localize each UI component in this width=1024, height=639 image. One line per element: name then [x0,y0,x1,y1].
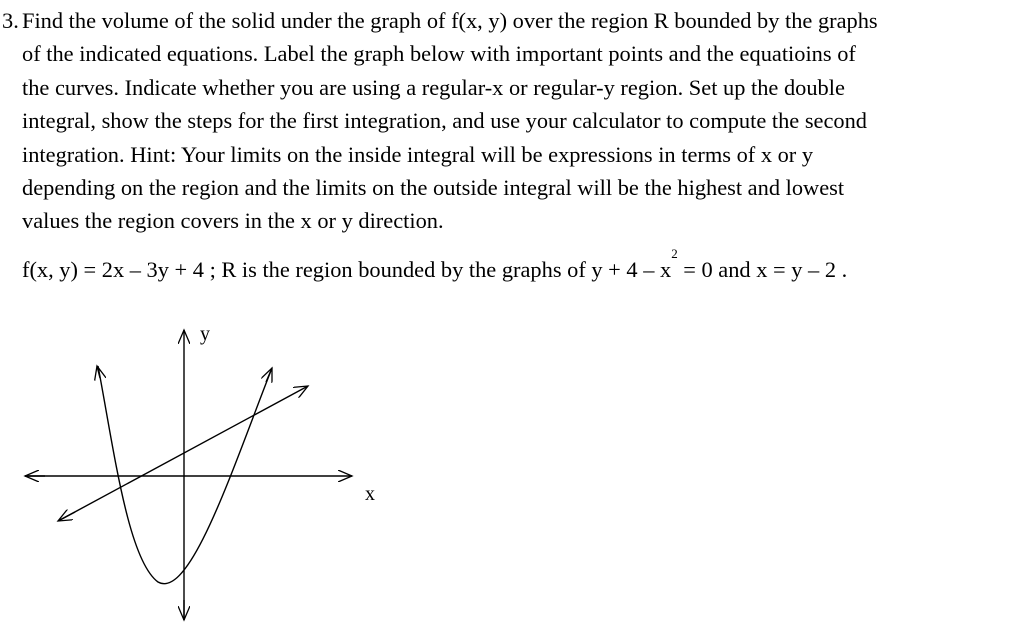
problem-line: Find the volume of the solid under the graph of f(x, y) over the region R bounded by the graphs [22,8,878,33]
parabola-curve [98,366,272,584]
region-graph [0,310,420,639]
line-left-arrow [58,512,75,521]
problem-line: depending on the region and the limits on the outside integral will be the highest and lowest [22,175,845,201]
function-and-region-equation [22,246,848,283]
x-axis-label: x [365,483,375,505]
equation-exponent: 2 [671,246,678,261]
parabola-right-arrow [266,368,272,382]
problem-number: 3. [2,8,19,33]
y-axis-label: y [200,323,210,345]
equation-part-2: = 0 and x = y – 2 . [677,257,848,282]
problem-line: of the indicated equations. Label the graph below with important points and the equatioins of [22,41,856,67]
problem-text [22,4,1010,238]
problem-line: integral, show the steps for the first integration, and use your calculator to compute the second [22,108,868,134]
problem-statement [0,4,1010,238]
problem-line: the curves. Indicate whether you are using a regular-x or regular-y region. Set up the double [22,74,845,100]
problem-line: values the region covers in the x or y direction. [22,208,444,234]
equation-part-1: f(x, y) = 2x – 3y + 4 ; R is the region bounded by the graphs of y + 4 – x [22,257,672,282]
problem-line: integration. Hint: Your limits on the inside integral will be expressions in terms of x or y [22,141,814,167]
